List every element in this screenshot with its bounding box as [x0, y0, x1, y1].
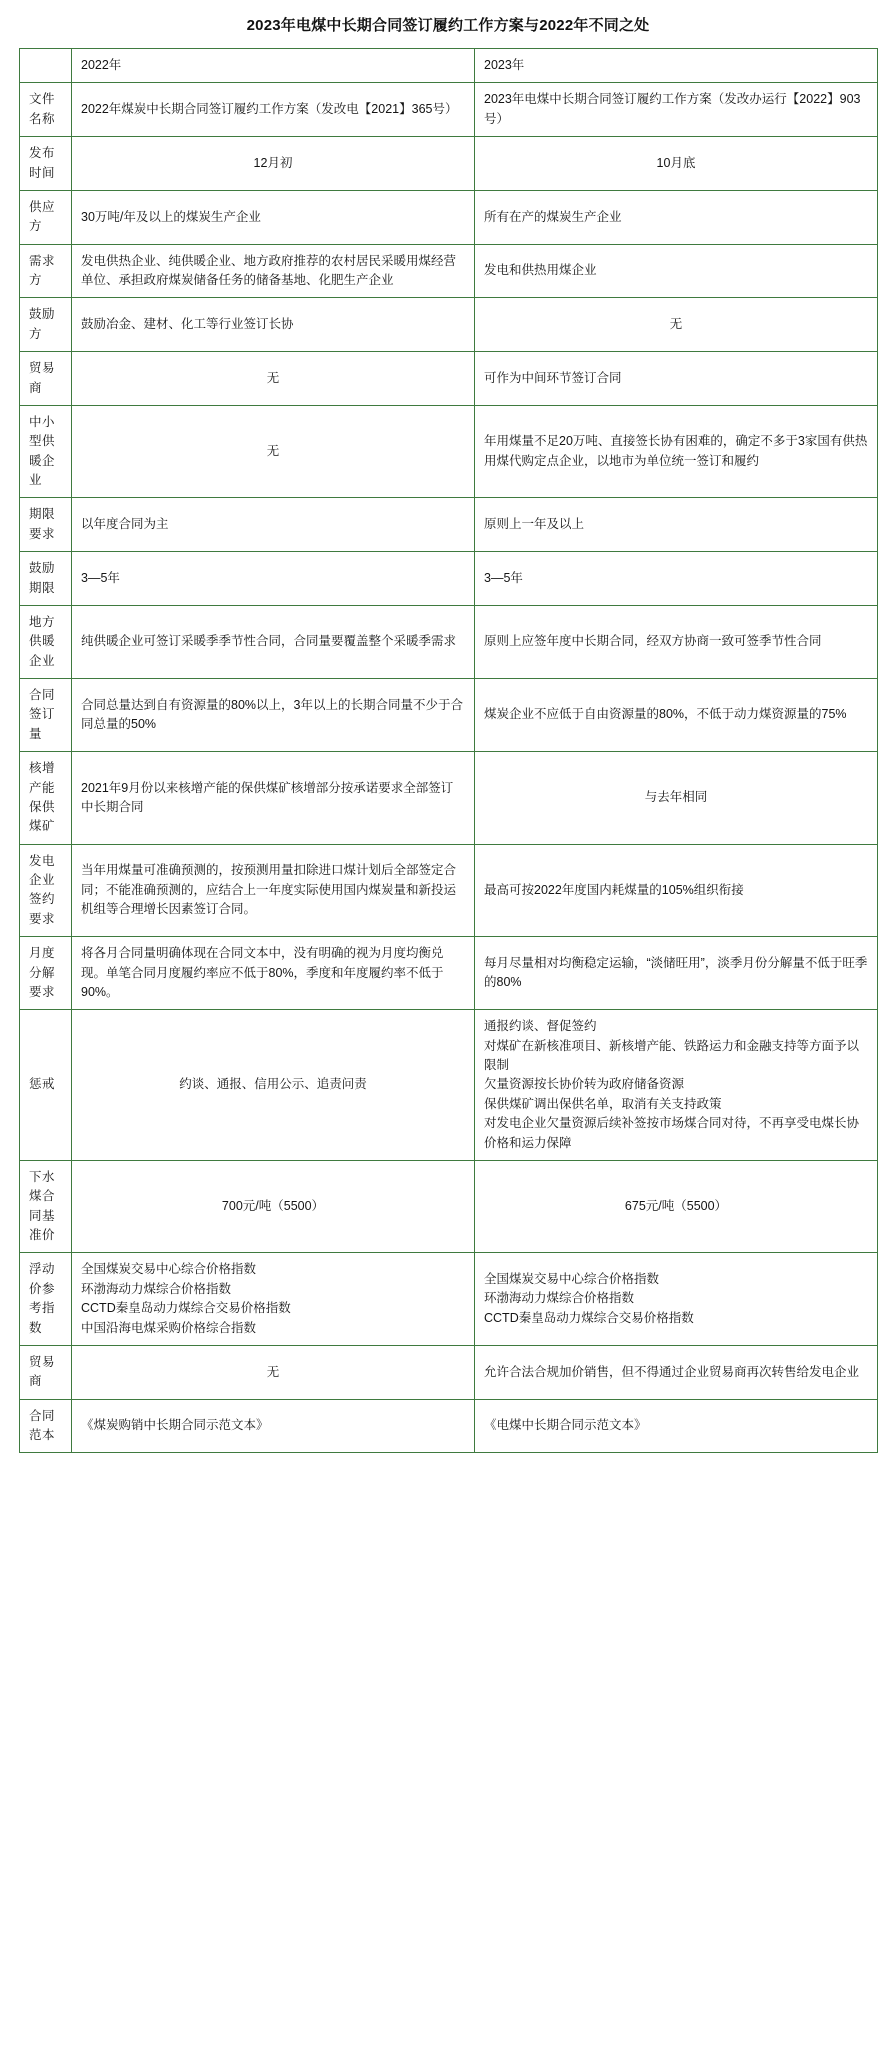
row-cell-2023: 年用煤量不足20万吨、直接签长协有困难的，确定不多于3家国有供热用煤代购定点企业，以地市为单位统一签订和履约 [475, 405, 878, 498]
row-cell-2023: 最高可按2022年度国内耗煤量的105%组织衔接 [475, 844, 878, 937]
row-label: 地方供暖企业 [20, 605, 72, 678]
table-body [20, 49, 878, 1453]
row-cell-2023: 发电和供热用煤企业 [475, 244, 878, 298]
cell-line: 全国煤炭交易中心综合价格指数 [484, 1272, 660, 1287]
row-cell-2022: 以年度合同为主 [72, 498, 475, 552]
row-cell-2023: 675元/吨（5500） [475, 1160, 878, 1253]
table-row [20, 844, 878, 937]
row-label: 中小型供暖企业 [20, 405, 72, 498]
header-cell-2023: 2023年 [475, 49, 878, 83]
row-label: 需求方 [20, 244, 72, 298]
table-row [20, 605, 878, 678]
row-cell-2023: 《电煤中长期合同示范文本》 [475, 1399, 878, 1453]
row-cell-2022: 2022年煤炭中长期合同签订履约工作方案（发改电【2021】365号） [72, 83, 475, 137]
row-cell-2023 [475, 1253, 878, 1346]
row-cell-2022 [72, 1253, 475, 1346]
row-label: 浮动价参考指数 [20, 1253, 72, 1346]
table-header-row [20, 49, 878, 83]
row-label: 贸易商 [20, 1345, 72, 1399]
table-row [20, 137, 878, 191]
row-cell-2023: 无 [475, 298, 878, 352]
cell-line: 通报约谈、督促签约 [484, 1019, 597, 1034]
row-cell-2022: 当年用煤量可准确预测的，按预测用量扣除进口煤计划后全部签定合同；不能准确预测的，应结合上一年度实际使用国内煤炭量和新投运机组等合理增长因素签订合同。 [72, 844, 475, 937]
row-cell-2022: 无 [72, 1345, 475, 1399]
header-cell-2022: 2022年 [72, 49, 475, 83]
row-label: 下水煤合同基准价 [20, 1160, 72, 1253]
row-label: 合同范本 [20, 1399, 72, 1453]
page-title: 2023年电煤中长期合同签订履约工作方案与2022年不同之处 [246, 17, 650, 34]
cell-line: 对发电企业欠量资源后续补签按市场煤合同对待，不再享受电煤长协价格和运力保障 [484, 1116, 860, 1150]
table-row [20, 1399, 878, 1453]
cell-line: 保供煤矿调出保供名单，取消有关支持政策 [484, 1096, 722, 1111]
row-cell-2023: 煤炭企业不应低于自由资源量的80%，不低于动力煤资源量的75% [475, 679, 878, 752]
row-label: 鼓励方 [20, 298, 72, 352]
cell-line: 对煤矿在新核准项目、新核增产能、铁路运力和金融支持等方面予以限制 [484, 1038, 860, 1072]
table-row [20, 1345, 878, 1399]
header-cell-blank [20, 49, 72, 83]
row-cell-2023: 原则上应签年度中长期合同，经双方协商一致可签季节性合同 [475, 605, 878, 678]
table-row [20, 752, 878, 845]
row-cell-2022: 30万吨/年及以上的煤炭生产企业 [72, 190, 475, 244]
row-label: 发电企业签约要求 [20, 844, 72, 937]
cell-line: 环渤海动力煤综合价格指数 [484, 1291, 635, 1306]
table-row [20, 937, 878, 1010]
row-cell-2022: 无 [72, 352, 475, 406]
row-label: 合同签订量 [20, 679, 72, 752]
row-cell-2022: 12月初 [72, 137, 475, 191]
cell-line: 中国沿海电煤采购价格综合指数 [81, 1320, 257, 1335]
row-label: 鼓励期限 [20, 552, 72, 606]
row-label: 核增产能保供煤矿 [20, 752, 72, 845]
table-row [20, 298, 878, 352]
row-cell-2022: 3—5年 [72, 552, 475, 606]
row-cell-2022: 发电供热企业、纯供暖企业、地方政府推荐的农村居民采暖用煤经营单位、承担政府煤炭储备任务的储备基地、化肥生产企业 [72, 244, 475, 298]
table-row [20, 679, 878, 752]
row-cell-2022: 鼓励冶金、建材、化工等行业签订长协 [72, 298, 475, 352]
row-cell-2023 [475, 1010, 878, 1161]
row-cell-2022: 纯供暖企业可签订采暖季季节性合同，合同量要覆盖整个采暖季需求 [72, 605, 475, 678]
row-cell-2023: 2023年电煤中长期合同签订履约工作方案（发改办运行【2022】903号） [475, 83, 878, 137]
row-label: 文件名称 [20, 83, 72, 137]
table-row [20, 83, 878, 137]
row-label: 发布时间 [20, 137, 72, 191]
table-row [20, 244, 878, 298]
row-cell-2023: 所有在产的煤炭生产企业 [475, 190, 878, 244]
row-label: 期限要求 [20, 498, 72, 552]
row-cell-2023: 可作为中间环节签订合同 [475, 352, 878, 406]
row-cell-2023: 每月尽量相对均衡稳定运输，“淡储旺用”，淡季月份分解量不低于旺季的80% [475, 937, 878, 1010]
table-row [20, 1160, 878, 1253]
row-cell-2022: 约谈、通报、信用公示、追责问责 [72, 1010, 475, 1161]
row-cell-2023: 与去年相同 [475, 752, 878, 845]
row-cell-2023: 原则上一年及以上 [475, 498, 878, 552]
row-cell-2023: 10月底 [475, 137, 878, 191]
row-cell-2022: 《煤炭购销中长期合同示范文本》 [72, 1399, 475, 1453]
row-label: 供应方 [20, 190, 72, 244]
row-cell-2022: 将各月合同量明确体现在合同文本中，没有明确的视为月度均衡兑现。单笔合同月度履约率应不低于80%，季度和年度履约率不低于90%。 [72, 937, 475, 1010]
row-cell-2022: 700元/吨（5500） [72, 1160, 475, 1253]
cell-line: 欠量资源按长协价转为政府储备资源 [484, 1077, 685, 1092]
comparison-table [19, 48, 878, 1453]
row-cell-2022: 无 [72, 405, 475, 498]
table-row [20, 405, 878, 498]
row-cell-2022: 合同总量达到自有资源量的80%以上，3年以上的长期合同量不少于合同总量的50% [72, 679, 475, 752]
cell-line: CCTD秦皇岛动力煤综合交易价格指数 [81, 1301, 291, 1316]
table-row [20, 1253, 878, 1346]
row-cell-2022: 2021年9月份以来核增产能的保供煤矿核增部分按承诺要求全部签订中长期合同 [72, 752, 475, 845]
row-label: 贸易商 [20, 352, 72, 406]
cell-line: 全国煤炭交易中心综合价格指数 [81, 1262, 257, 1277]
table-row [20, 498, 878, 552]
cell-line: CCTD秦皇岛动力煤综合交易价格指数 [484, 1310, 694, 1325]
table-row [20, 1010, 878, 1161]
table-row [20, 552, 878, 606]
table-row [20, 190, 878, 244]
row-cell-2023: 允许合法合规加价销售，但不得通过企业贸易商再次转售给发电企业 [475, 1345, 878, 1399]
cell-line: 环渤海动力煤综合价格指数 [81, 1281, 232, 1296]
table-row [20, 352, 878, 406]
row-label: 月度分解要求 [20, 937, 72, 1010]
row-cell-2023: 3—5年 [475, 552, 878, 606]
row-label: 惩戒 [20, 1010, 72, 1161]
